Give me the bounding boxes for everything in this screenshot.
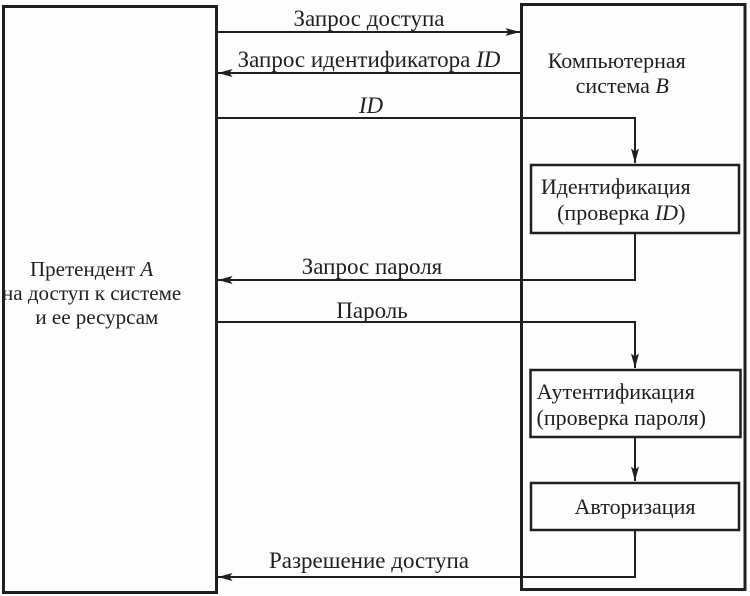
access-request-label: Запрос доступа: [293, 6, 445, 31]
arrow-password-to-authentication: [216, 322, 635, 368]
identification-label: Идентификация (проверка ID): [540, 174, 691, 225]
authorization-label: Авторизация: [574, 494, 696, 519]
access-granted-label: Разрешение доступа: [268, 548, 470, 573]
computer-system-label: Компьютерная система B: [547, 48, 686, 98]
password-request-label: Запрос пароля: [301, 254, 443, 279]
id-request-label: Запрос идентификатора ID: [237, 47, 501, 72]
password-label: Пароль: [336, 298, 408, 323]
authentication-label: Аутентификация (проверка пароля): [536, 379, 706, 430]
claimant-label: Претендент A на доступ к системе и ее ресурсам: [2, 257, 182, 329]
id-value-label: ID: [358, 93, 384, 118]
arrow-id-to-identification: [216, 118, 635, 163]
